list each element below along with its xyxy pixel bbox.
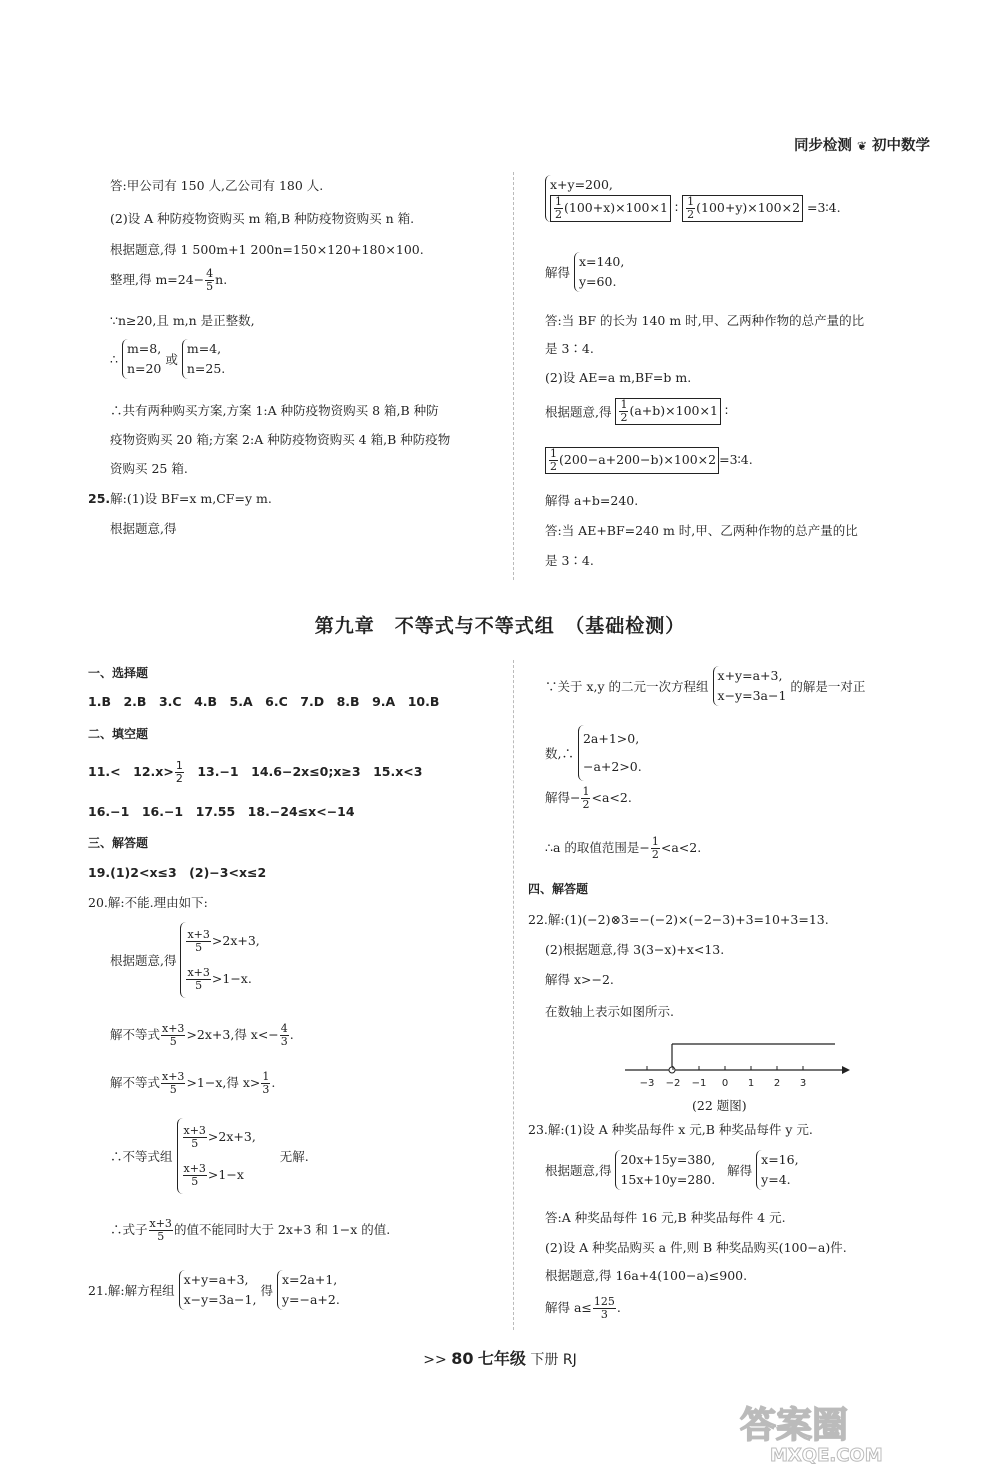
text-line: (2)设 A 种奖品购买 a 件,则 B 种奖品购买(100−a)件.	[545, 1240, 847, 1255]
grade-label: 七年级	[477, 1349, 526, 1368]
text-line: ∵n≥20,且 m,n 是正整数,	[110, 313, 255, 328]
text-line: 答:当 AE+BF=240 m 时,甲、乙两种作物的总产量的比	[545, 523, 858, 538]
axis-tick-label: 3	[799, 1078, 807, 1089]
text-line: ∴式子 $\frac{x+3}{5}$ 的值不能同时大于 2x+3 和 1−x 的值.	[110, 1217, 391, 1243]
text-line: 根据题意,得 1 500m+1 200n=150×120+180×100.	[110, 242, 424, 257]
text-line: 23.解:(1)设 A 种奖品每件 x 元,B 种奖品每件 y 元.	[528, 1122, 813, 1137]
text-line: 解得 x=140, y=60.	[545, 252, 624, 292]
text-line: 根据题意,得 $\frac{1}{2}$ (a+b)×100×1 ∶	[545, 398, 729, 424]
text-line: 资购买 25 箱.	[110, 461, 188, 476]
text-line: 解得 a≤ $\frac{125}{3}$ .	[545, 1295, 621, 1321]
arrows-icon: >>	[423, 1352, 447, 1368]
text-line: 是 3∶4.	[545, 341, 594, 356]
axis-tick-label: 2	[773, 1078, 781, 1089]
answer-line: 1.B 2.B 3.C 4.B 5.A 6.C 7.D 8.B 9.A 10.B	[88, 694, 440, 709]
section-heading: 三、解答题	[88, 836, 149, 850]
text-line	[110, 339, 225, 379]
text-line: (2)设 A 种防疫物资购买 m 箱,B 种防疫物资购买 n 箱.	[110, 211, 415, 226]
open-circle-icon	[669, 1067, 675, 1073]
text-line: 解不等式 $\frac{x+3}{5}$ >2x+3,得 x<− $\frac{4}{3}$ .	[110, 1022, 294, 1048]
page-footer	[0, 1346, 1000, 1369]
volume-label: 下册	[530, 1352, 559, 1368]
text-line: 答:A 种奖品每件 16 元,B 种奖品每件 4 元.	[545, 1210, 786, 1225]
equation-system: x+y=200, $\frac{1}{2}$ (100+x)×100×1 ∶ $\frac{1}{2}$ (100+y)×100×2 =3∶4.	[545, 175, 841, 222]
fraction: $\frac{4}{5}$	[206, 267, 214, 293]
column-divider-top	[513, 172, 514, 580]
text-line: 答:甲公司有 150 人,乙公司有 180 人.	[110, 178, 324, 193]
inequality-system: 2a+1>0, −a+2>0.	[578, 725, 642, 781]
section-heading: 二、填空题	[88, 727, 149, 741]
text-line: 根据题意,得 20x+15y=380, 15x+10y=280. 解得 x=16, y=4.	[545, 1150, 799, 1190]
watermark-url: MXQE.COM	[770, 1445, 883, 1465]
column-divider-bottom	[513, 660, 514, 1330]
equation-system: x=140, y=60.	[574, 252, 624, 292]
answer-line: 11.< 12.x> $\frac{1}{2}$ 13.−1 14.6−2x≤0;x≥3 15.x<3	[88, 759, 423, 785]
text-line	[110, 268, 227, 293]
leaf-icon: ❦	[856, 139, 867, 153]
axis-tick-label: 0	[721, 1078, 729, 1089]
equation-system: x+y=a+3, x−y=3a−1,	[179, 1270, 257, 1310]
text: 整理,得 m=24−	[110, 272, 205, 287]
answer-line: 19.(1)2<x≤3 (2)−3<x≤2	[88, 865, 267, 880]
text-line: 25.解:(1)设 BF=x m,CF=y m.	[88, 491, 272, 506]
number-line-figure	[620, 1036, 850, 1096]
subject-label: 初中数学	[872, 138, 930, 154]
page-number: 80	[451, 1349, 474, 1368]
text-line: 21.解:解方程组 x+y=a+3, x−y=3a−1, 得 x=2a+1, y=−a+2.	[88, 1270, 340, 1310]
text-line: 数,∴ 2a+1>0, −a+2>0.	[545, 725, 642, 781]
text-line: (2)根据题意,得 3(3−x)+x<13.	[545, 942, 725, 957]
text: ∴	[110, 351, 118, 367]
inequality-system: $\frac{x+3}{5}$ >2x+3, $\frac{x+3}{5}$ >1−x.	[180, 922, 259, 998]
text-line: (2)设 AE=a m,BF=b m.	[545, 370, 692, 385]
equation-system: m=8, n=20	[122, 339, 161, 379]
axis-tick-label: −2	[665, 1078, 681, 1089]
text-line: 解得 x>−2.	[545, 972, 614, 987]
watermark-text: 答案圈	[740, 1405, 849, 1446]
text-line: 解得− $\frac{1}{2}$ <a<2.	[545, 785, 632, 811]
inequality-system: $\frac{x+3}{5}$ >2x+3, $\frac{x+3}{5}$ >1−x	[177, 1118, 256, 1194]
text-line: $\frac{1}{2}$ (200−a+200−b)×100×2 =3∶4.	[545, 447, 753, 474]
brand-label: 同步检测	[793, 138, 852, 154]
equation-system: x=16, y=4.	[756, 1150, 798, 1190]
chapter-title: 第九章 不等式与不等式组 （基础检测）	[314, 615, 686, 637]
edition-label: RJ	[562, 1352, 577, 1368]
text-line: ∴共有两种购买方案,方案 1:A 种防疫物资购买 8 箱,B 种防	[110, 403, 439, 418]
watermark-logo	[730, 1395, 960, 1465]
text-line: 是 3∶4.	[545, 553, 594, 568]
axis-tick-label: 1	[747, 1078, 755, 1089]
text: n.	[215, 272, 228, 287]
text-line: 20.解:不能.理由如下:	[88, 895, 208, 910]
equation-system: 20x+15y=380, 15x+10y=280.	[615, 1150, 715, 1190]
section-heading: 一、选择题	[88, 666, 149, 680]
text-line: 在数轴上表示如图所示.	[545, 1004, 674, 1019]
equation-system: m=4, n=25.	[182, 339, 225, 379]
text-line: 解得 a+b=240.	[545, 493, 639, 508]
text-line: ∴不等式组 $\frac{x+3}{5}$ >2x+3, $\frac{x+3}{5}$ >1−x 无解.	[110, 1118, 309, 1194]
text-line: ∴a 的取值范围是− $\frac{1}{2}$ <a<2.	[545, 835, 702, 861]
figure-caption: (22 题图)	[692, 1098, 747, 1113]
text-line: 22.解:(1)(−2)⊗3=−(−2)×(−2−3)+3=10+3=13.	[528, 912, 829, 927]
axis-arrow-icon	[842, 1066, 850, 1074]
axis-tick-label: −1	[691, 1078, 707, 1089]
answer-line: 16.−1 16.−1 17.55 18.−24≤x<−14	[88, 804, 355, 819]
text-line: 解不等式 $\frac{x+3}{5}$ >1−x,得 x> $\frac{1}{3}$ .	[110, 1070, 276, 1096]
equation-system: x+y=a+3, x−y=3a−1	[713, 666, 787, 706]
text: 或	[165, 352, 178, 367]
section-heading: 四、解答题	[528, 882, 589, 896]
text-line: ∵关于 x,y 的二元一次方程组 x+y=a+3, x−y=3a−1 的解是一对正	[545, 666, 865, 706]
text-line: 疫物资购买 20 箱;方案 2:A 种防疫物资购买 4 箱,B 种防疫物	[110, 432, 451, 447]
text-line: 答:当 BF 的长为 140 m 时,甲、乙两种作物的总产量的比	[545, 313, 865, 328]
text-line: 根据题意,得 16a+4(100−a)≤900.	[545, 1268, 748, 1283]
text-line: 根据题意,得 $\frac{x+3}{5}$ >2x+3, $\frac{x+3}{5}$ >1−x.	[110, 922, 260, 998]
text-line: 根据题意,得	[110, 521, 177, 536]
axis-tick-label: −3	[639, 1078, 655, 1089]
equation-system: x=2a+1, y=−a+2.	[277, 1270, 340, 1310]
page-header	[794, 134, 930, 155]
